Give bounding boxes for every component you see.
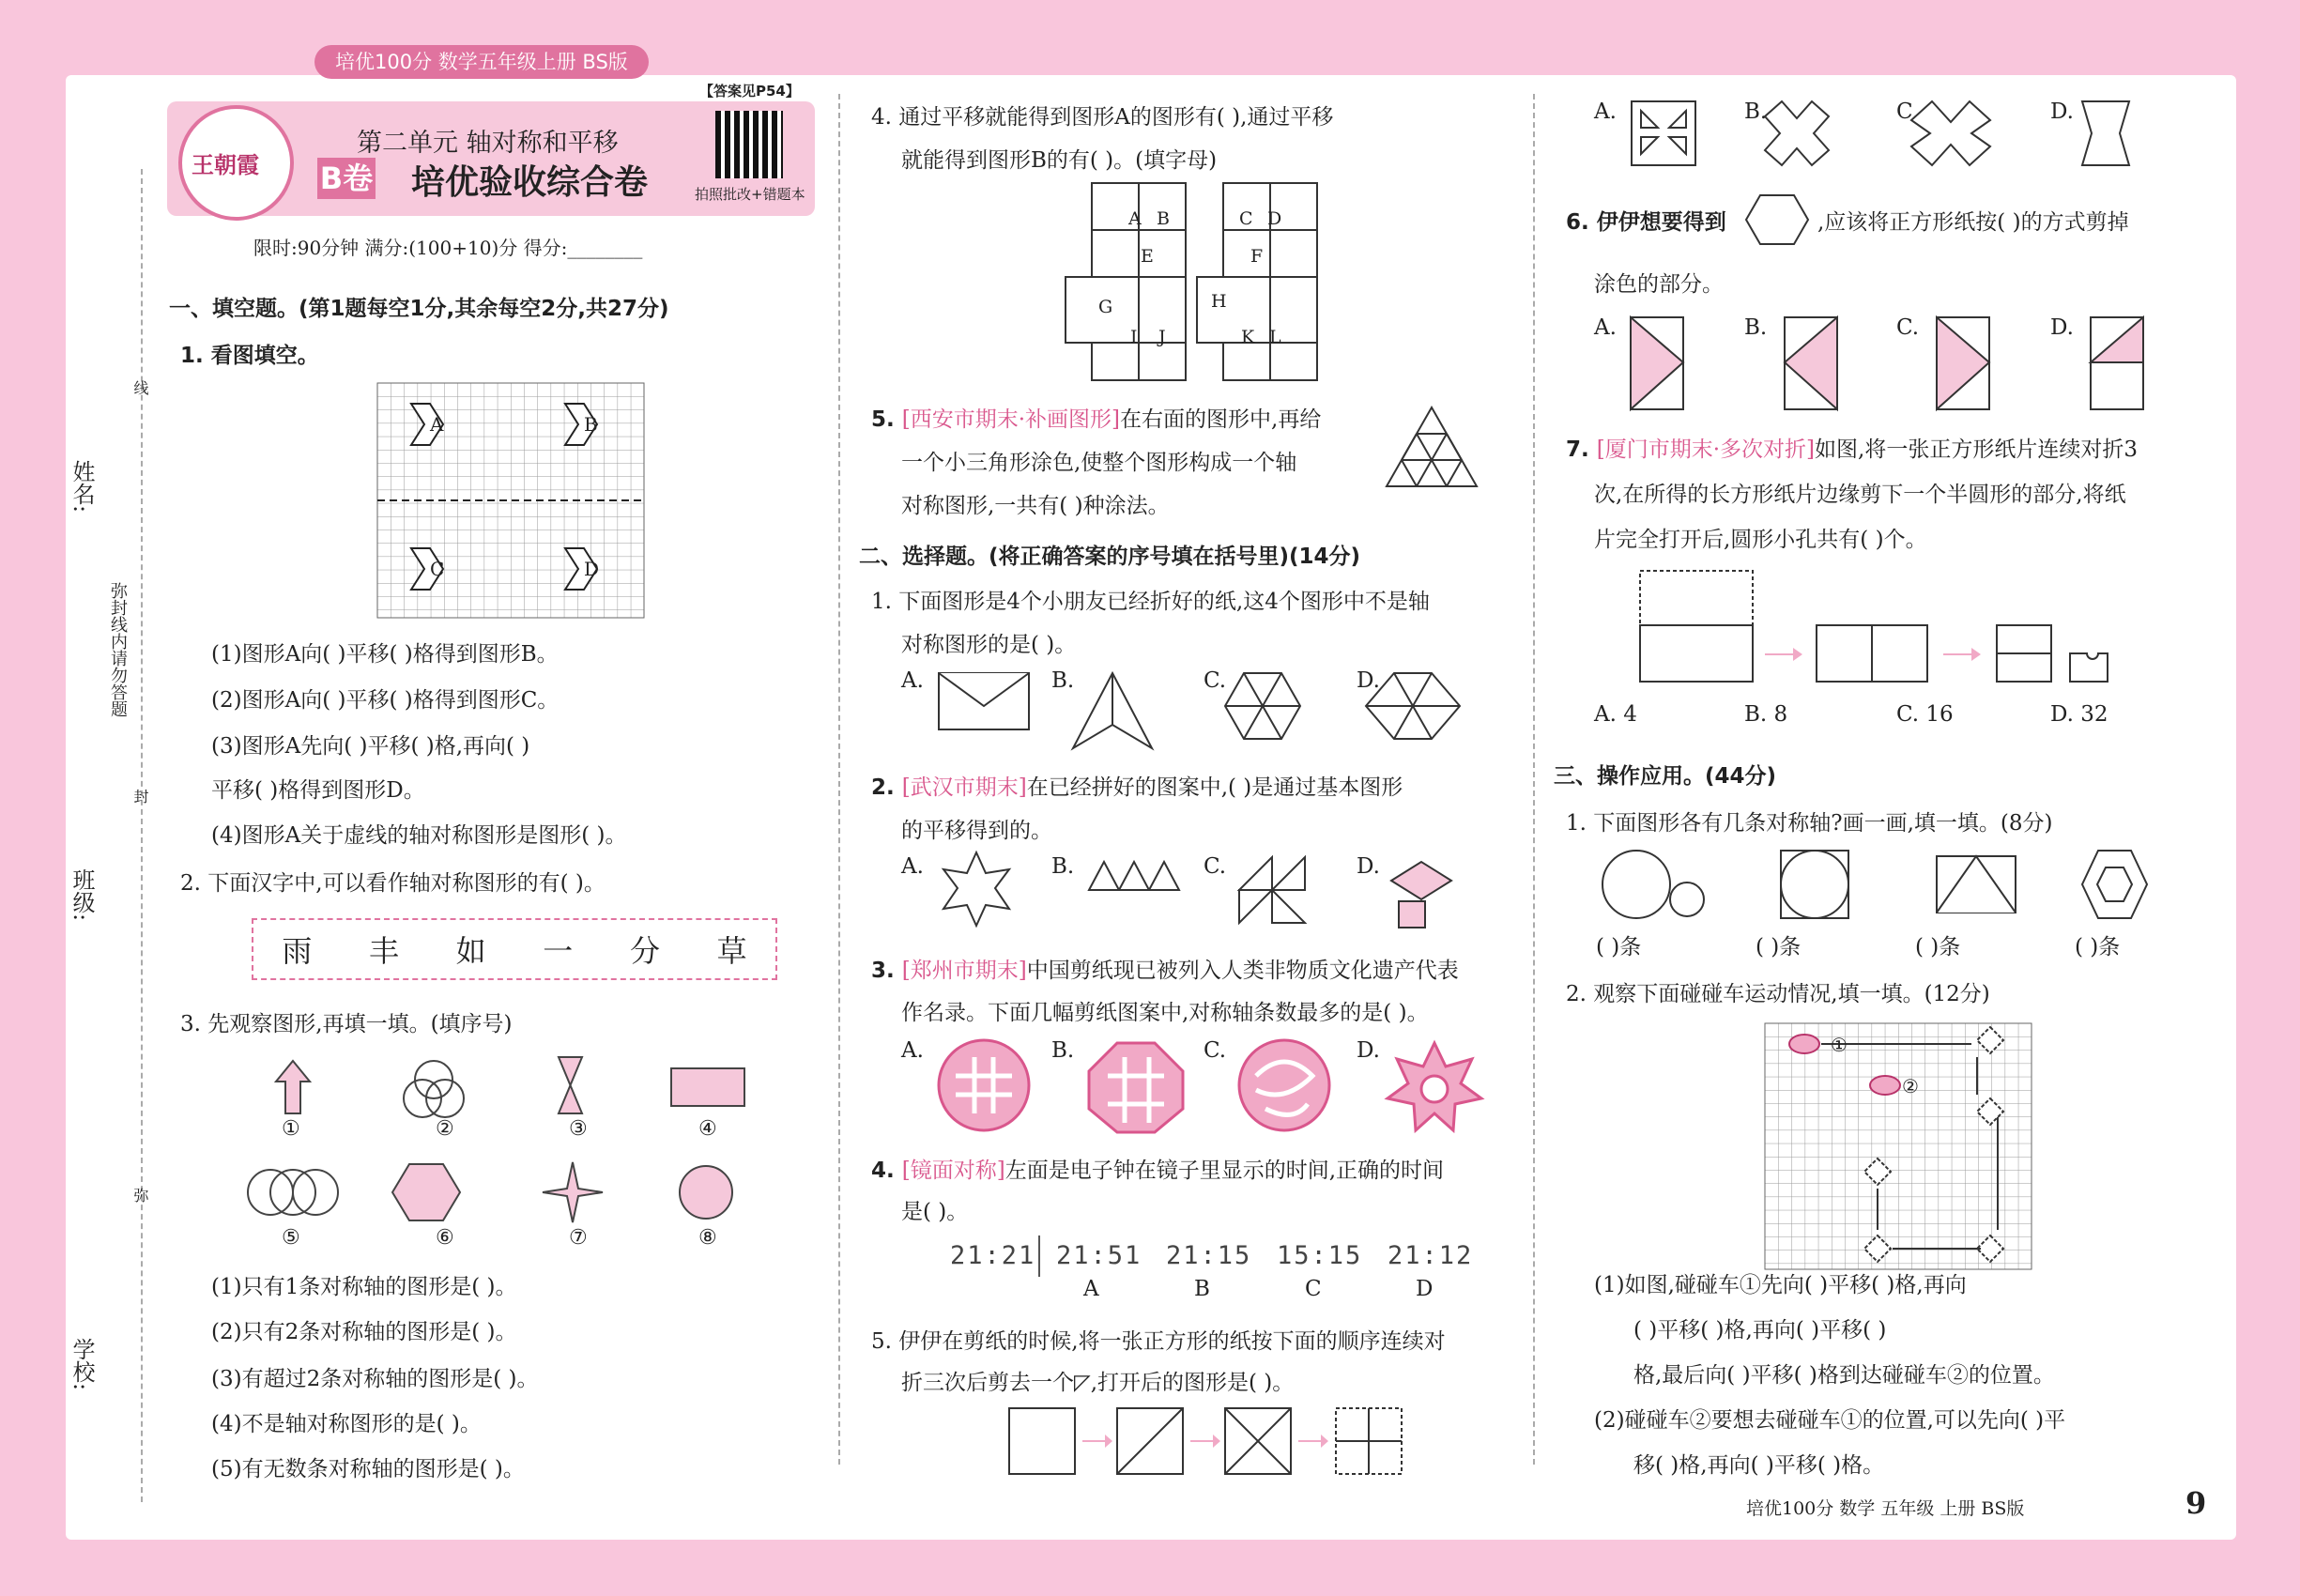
seal-xian: 线 xyxy=(131,380,149,395)
c3-papercuts xyxy=(937,1038,1491,1132)
o1-blank-4[interactable]: ( )条 xyxy=(2075,935,2121,959)
c2-option-b[interactable]: B. xyxy=(1051,854,1075,879)
qr-caption: 拍照批改+错题本 xyxy=(695,186,805,203)
clock-a: 21:51 xyxy=(1056,1241,1142,1270)
binding-line xyxy=(141,169,143,1502)
q3-num-8: ⑧ xyxy=(698,1226,717,1250)
q4-letter: J xyxy=(1158,327,1166,347)
c1-line-2: 对称图形的是( )。 xyxy=(901,633,1077,657)
c2-line-2: 的平移得到的。 xyxy=(901,819,1052,843)
column-divider-2 xyxy=(1533,94,1535,1465)
qr-code[interactable] xyxy=(715,111,783,178)
q5-line-2: 一个小三角形涂色,使整个图形构成一个轴 xyxy=(901,451,1297,475)
c5-fold-sequence xyxy=(1009,1406,1413,1477)
section2-title: 二、选择题。(将正确答案的序号填在括号里)(14分) xyxy=(859,545,1361,569)
paper-title: 培优验收综合卷 xyxy=(411,163,649,202)
c3-line-2: 作名录。下面几幅剪纸图案中,对称轴条数最多的是( )。 xyxy=(901,1001,1429,1025)
c4-tag: [镜面对称] xyxy=(901,1159,1005,1183)
c3-option-d[interactable]: D. xyxy=(1357,1038,1380,1063)
section1-title: 一、填空题。(第1题每空1分,其余每空2分,共27分) xyxy=(169,297,669,321)
q3-line-1: (1)只有1条对称轴的图形是( )。 xyxy=(211,1275,517,1299)
q4-letter: F xyxy=(1250,246,1264,267)
o1-blank-3[interactable]: ( )条 xyxy=(1915,935,1961,959)
q3-num-4: ④ xyxy=(698,1117,717,1141)
c5-line-2: 折三次后剪去一个◸,打开后的图形是( )。 xyxy=(901,1371,1295,1395)
unit-title: 第二单元 轴对称和平移 xyxy=(357,129,619,158)
c3-option-a[interactable]: A. xyxy=(901,1038,924,1063)
q1-line-5: (4)图形A关于虚线的轴对称图形是图形( )。 xyxy=(211,823,627,848)
c7-choice-b[interactable]: B. 8 xyxy=(1744,702,1788,727)
q3-num-7: ⑦ xyxy=(569,1226,588,1250)
q3-line-5: (5)有无数条对称轴的图形是( )。 xyxy=(211,1457,525,1481)
hexagon-icon xyxy=(1744,193,1810,246)
clock-label-b: B xyxy=(1194,1277,1210,1301)
c1-figures xyxy=(934,668,1488,749)
c3-option-c[interactable]: C. xyxy=(1204,1038,1227,1063)
o2-line-3: 格,最后向( )平移( )格到达碰碰车②的位置。 xyxy=(1633,1363,2055,1388)
q5-line-3: 对称图形,一共有( )种涂法。 xyxy=(901,494,1170,518)
meta-line: 限时:90分钟 满分:(100+10)分 得分:________ xyxy=(253,237,643,259)
q1-label-d: D xyxy=(584,558,600,580)
column-divider-1 xyxy=(838,94,840,1465)
c5-line-1: 5. 伊伊在剪纸的时候,将一张正方形的纸按下面的顺序连续对 xyxy=(871,1329,1446,1354)
q3-num-1: ① xyxy=(282,1117,300,1141)
c2-option-d[interactable]: D. xyxy=(1357,854,1380,879)
c4-line-2: 是( )。 xyxy=(901,1200,969,1224)
q1-line-2: (2)图形A向( )平移( )格得到图形C。 xyxy=(211,688,560,713)
c2-option-c[interactable]: C. xyxy=(1204,854,1227,879)
q2-char: 分 xyxy=(629,933,660,969)
c1-option-c[interactable]: C. xyxy=(1204,668,1227,693)
seal-mi: 弥 xyxy=(131,1188,149,1203)
c7-line-1: 如图,将一张正方形纸片连续对折3 xyxy=(1815,437,2138,462)
o1-shapes xyxy=(1601,847,2164,924)
c7-fold-sequence xyxy=(1638,567,2126,684)
q2-char: 一 xyxy=(543,933,574,969)
section3-title: 三、操作应用。(44分) xyxy=(1554,764,1777,789)
class-label: 班级: xyxy=(69,868,95,922)
q4-letter: E xyxy=(1141,246,1154,267)
q4-letter: I xyxy=(1130,327,1138,347)
q4-letter: C xyxy=(1239,208,1253,229)
q1-label-c: C xyxy=(430,558,445,580)
c1-option-d[interactable]: D. xyxy=(1357,668,1380,693)
name-label: 姓名: xyxy=(69,460,95,514)
c7-line-3: 片完全打开后,圆形小孔共有( )个。 xyxy=(1594,528,1927,552)
c7-line-2: 次,在所得的长方形纸片边缘剪下一个半圆形的部分,将纸 xyxy=(1594,483,2126,507)
o2-title: 2. 观察下面碰碰车运动情况,填一填。(12分) xyxy=(1566,982,1990,1006)
page-number: 9 xyxy=(2185,1485,2207,1521)
q3-num-5: ⑤ xyxy=(282,1226,300,1250)
o1-blank-2[interactable]: ( )条 xyxy=(1756,935,1802,959)
q1-line-4: 平移( )格得到图形D。 xyxy=(211,778,425,803)
seal-feng: 封 xyxy=(131,789,149,804)
q3-num-3: ③ xyxy=(569,1117,588,1141)
clock-b: 21:15 xyxy=(1166,1241,1252,1270)
c3-option-b[interactable]: B. xyxy=(1051,1038,1075,1063)
o1-title: 1. 下面图形各有几条对称轴?画一画,填一填。(8分) xyxy=(1566,811,2053,836)
footer-text: 培优100分 数学 五年级 上册 BS版 xyxy=(1746,1498,2025,1519)
school-label: 学校: xyxy=(69,1338,95,1391)
q2-char: 雨 xyxy=(282,933,313,969)
o2-line-5: 移( )格,再向( )平移( )格。 xyxy=(1633,1453,1885,1478)
q1-line-1: (1)图形A向( )平移( )格得到图形B。 xyxy=(211,642,559,667)
q1-label-a: A xyxy=(430,413,444,436)
q3-num-2: ② xyxy=(436,1117,454,1141)
q3-line-4: (4)不是轴对称图形的是( )。 xyxy=(211,1412,482,1436)
q4-letter: G xyxy=(1098,297,1113,317)
o2-line-1: (1)如图,碰碰车①先向( )平移( )格,再向 xyxy=(1594,1273,1967,1297)
q1-title: 1. 看图填空。 xyxy=(180,344,319,368)
q4-letter: A xyxy=(1128,208,1142,229)
clock-c: 15:15 xyxy=(1277,1241,1363,1270)
c1-line-1: 1. 下面图形是4个小朋友已经折好的纸,这4个图形中不是轴 xyxy=(871,590,1430,614)
q1-grid xyxy=(377,383,644,618)
c6-fold-figures xyxy=(1629,314,2154,412)
q4-line-2: 就能得到图形B的有( )。(填字母) xyxy=(901,148,1218,173)
bumper-car-grid xyxy=(1765,1023,2032,1272)
svg-text:②: ② xyxy=(1902,1075,1919,1097)
q2-title: 2. 下面汉字中,可以看作轴对称图形的有( )。 xyxy=(180,871,606,896)
c7-choice-a[interactable]: A. 4 xyxy=(1594,702,1637,727)
o1-blank-1[interactable]: ( )条 xyxy=(1596,935,1642,959)
q3-line-2: (2)只有2条对称轴的图形是( )。 xyxy=(211,1320,517,1344)
c5-option-a[interactable]: A. xyxy=(1594,100,1617,124)
c3-line-1: 中国剪纸现已被列入人类非物质文化遗产代表 xyxy=(1026,959,1459,983)
answer-ref: 【答案见P54】 xyxy=(699,83,800,100)
q2-characters xyxy=(252,918,777,980)
c5-option-c[interactable]: C. xyxy=(1896,100,1920,124)
c7-tag: [厦门市期末·多次对折] xyxy=(1596,437,1816,462)
q4-letter: K xyxy=(1241,327,1255,347)
c2-line-1: 在已经拼好的图案中,( )是通过基本图形 xyxy=(1026,775,1403,800)
header-pill: 培优100分 数学五年级上册 BS版 xyxy=(314,45,649,79)
q5-tag: [西安市期末·补画图形] xyxy=(901,407,1121,432)
clock-label-c: C xyxy=(1305,1277,1322,1301)
c6-line-1: 6. 伊伊想要得到 xyxy=(1566,210,1726,235)
c2-figures xyxy=(939,852,1488,928)
juan-badge: B卷 xyxy=(317,158,376,199)
c5-option-b[interactable]: B. xyxy=(1744,100,1768,124)
c1-option-b[interactable]: B. xyxy=(1051,668,1075,693)
q4-letter: H xyxy=(1211,291,1227,312)
c4-line-1: 左面是电子钟在镜子里显示的时间,正确的时间 xyxy=(1004,1159,1445,1183)
o2-line-2: ( )平移( )格,再向( )平移( ) xyxy=(1633,1318,1887,1343)
c6-line-1b: ,应该将正方形纸按( )的方式剪掉 xyxy=(1817,210,2129,235)
q3-num-6: ⑥ xyxy=(436,1226,454,1250)
q4-line-1: 4. 通过平移就能得到图形A的图形有( ),通过平移 xyxy=(871,105,1334,130)
seal-note: 弥封线内请勿答题 xyxy=(108,582,128,717)
q5-line-1: 在右面的图形中,再给 xyxy=(1120,407,1322,432)
clock-d: 21:12 xyxy=(1388,1241,1474,1270)
clock-label-a: A xyxy=(1083,1277,1099,1301)
q2-char: 丰 xyxy=(368,933,399,969)
c6-option-b[interactable]: B. xyxy=(1744,315,1768,340)
c2-option-a[interactable]: A. xyxy=(901,854,924,879)
c7-choice-c[interactable]: C. 16 xyxy=(1896,702,1954,727)
c5-option-figures xyxy=(1632,100,2176,167)
c6-option-a[interactable]: A. xyxy=(1594,315,1617,340)
q3-title: 3. 先观察图形,再填一填。(填序号) xyxy=(180,1012,513,1036)
c7-choice-d[interactable]: D. 32 xyxy=(2050,702,2108,727)
o2-line-4: (2)碰碰车②要想去碰碰车①的位置,可以先向( )平 xyxy=(1594,1408,2066,1433)
q1-line-3: (3)图形A先向( )平移( )格,再向( ) xyxy=(211,734,530,759)
c5-option-d[interactable]: D. xyxy=(2050,100,2074,124)
q3-line-3: (3)有超过2条对称轴的图形是( )。 xyxy=(211,1367,539,1391)
q1-label-b: B xyxy=(584,413,598,436)
q3-shapes xyxy=(225,1051,751,1249)
mirror-divider xyxy=(1038,1235,1040,1277)
q4-letter: D xyxy=(1267,208,1282,229)
clock-label-d: D xyxy=(1416,1277,1434,1301)
c1-option-a[interactable]: A. xyxy=(901,668,924,693)
q4-letter: B xyxy=(1157,208,1170,229)
logo: 王朝霞 xyxy=(178,105,294,221)
q4-letter: L xyxy=(1269,327,1281,347)
q2-char: 草 xyxy=(716,933,747,969)
c6-option-c[interactable]: C. xyxy=(1896,315,1920,340)
c2-tag: [武汉市期末] xyxy=(901,775,1027,800)
c6-line-2: 涂色的部分。 xyxy=(1594,272,1724,297)
q5-triangle xyxy=(1385,406,1479,490)
c6-option-d[interactable]: D. xyxy=(2050,315,2074,340)
q2-char: 如 xyxy=(455,933,486,969)
mirror-clock: 21:21 xyxy=(950,1241,1036,1270)
c3-tag: [郑州市期末] xyxy=(901,959,1027,983)
svg-text:①: ① xyxy=(1831,1034,1848,1056)
